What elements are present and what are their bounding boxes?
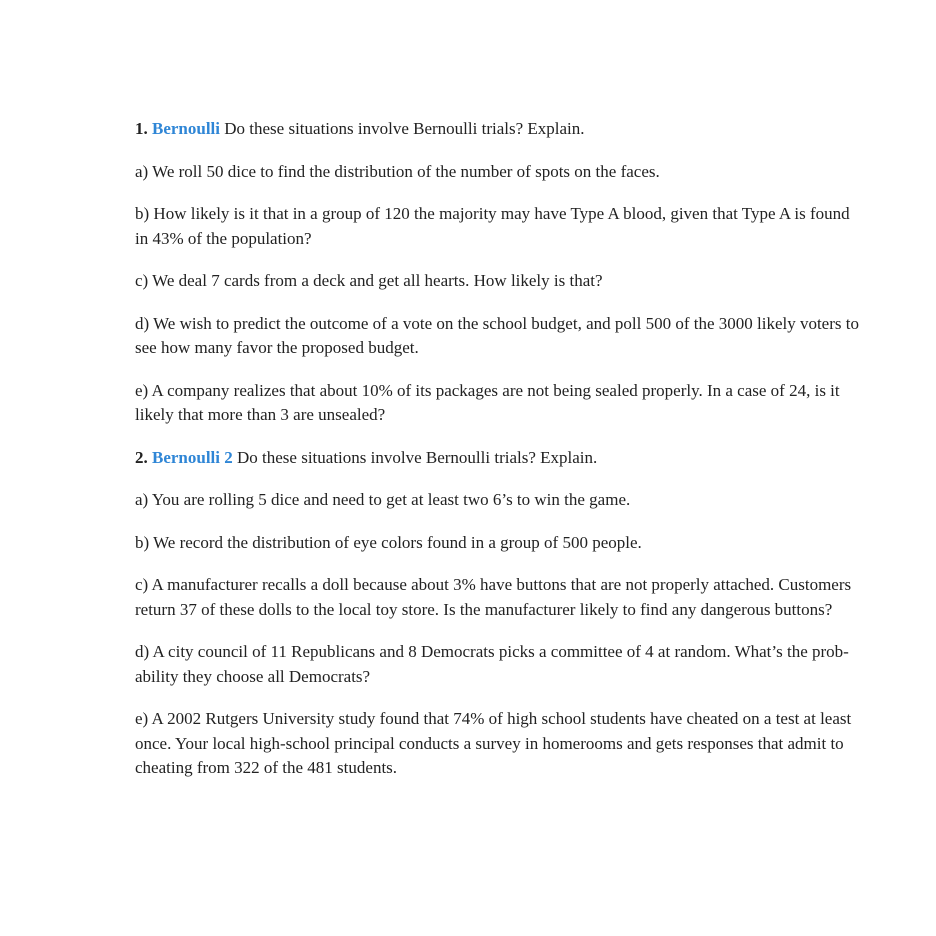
question-item: c) A manufacturer recalls a doll because about 3% have buttons that are not properly attached. Customers return 37 of these dolls to the local toy store. Is the manufacturer likely to find any dangerous buttons? xyxy=(135,575,852,619)
question-prompt: Do these situations involve Bernoulli trials? Explain. xyxy=(237,447,598,467)
question-item: a) You are rolling 5 dice and need to get at least two 6’s to win the game. xyxy=(135,490,631,509)
document-body xyxy=(135,117,860,799)
question-prompt: Do these situations involve Bernoulli trials? Explain. xyxy=(224,119,585,138)
question-topic: Bernoulli 2 xyxy=(152,447,233,467)
question-item: e) A 2002 Rutgers University study found that 74% of high school students have cheated on a test at least once. Your local high-school principal conducts a survey in homerooms and gets responses that admit to cheating from 322 of the 481 students. xyxy=(135,709,852,777)
question-1-heading xyxy=(135,117,860,142)
question-item: b) We record the distribution of eye colors found in a group of 500 people. xyxy=(135,532,642,552)
question-item: e) A company realizes that about 10% of its packages are not being sealed properly. In a case of 24, is it likely that more than 3 are unsealed? xyxy=(135,380,840,424)
question-2-heading xyxy=(135,446,860,471)
question-topic: Bernoulli xyxy=(152,119,221,138)
question-item: a) We roll 50 dice to find the distribution of the number of spots on the faces. xyxy=(135,161,660,181)
question-number: 2. xyxy=(135,447,148,467)
question-number: 1. xyxy=(135,119,148,138)
question-item: d) We wish to predict the outcome of a vote on the school budget, and poll 500 of the 3000 likely voters to see how many favor the proposed budget. xyxy=(135,313,859,357)
question-item: d) A city council of 11 Republicans and 8 Democrats picks a committee of 4 at random. What’s the prob- ability they choose all Democrats? xyxy=(135,642,849,686)
question-item: b) How likely is it that in a group of 120 the majority may have Type A blood, given that Type A is found in 43% of the population? xyxy=(135,204,850,248)
question-item: c) We deal 7 cards from a deck and get all hearts. How likely is that? xyxy=(135,271,603,290)
